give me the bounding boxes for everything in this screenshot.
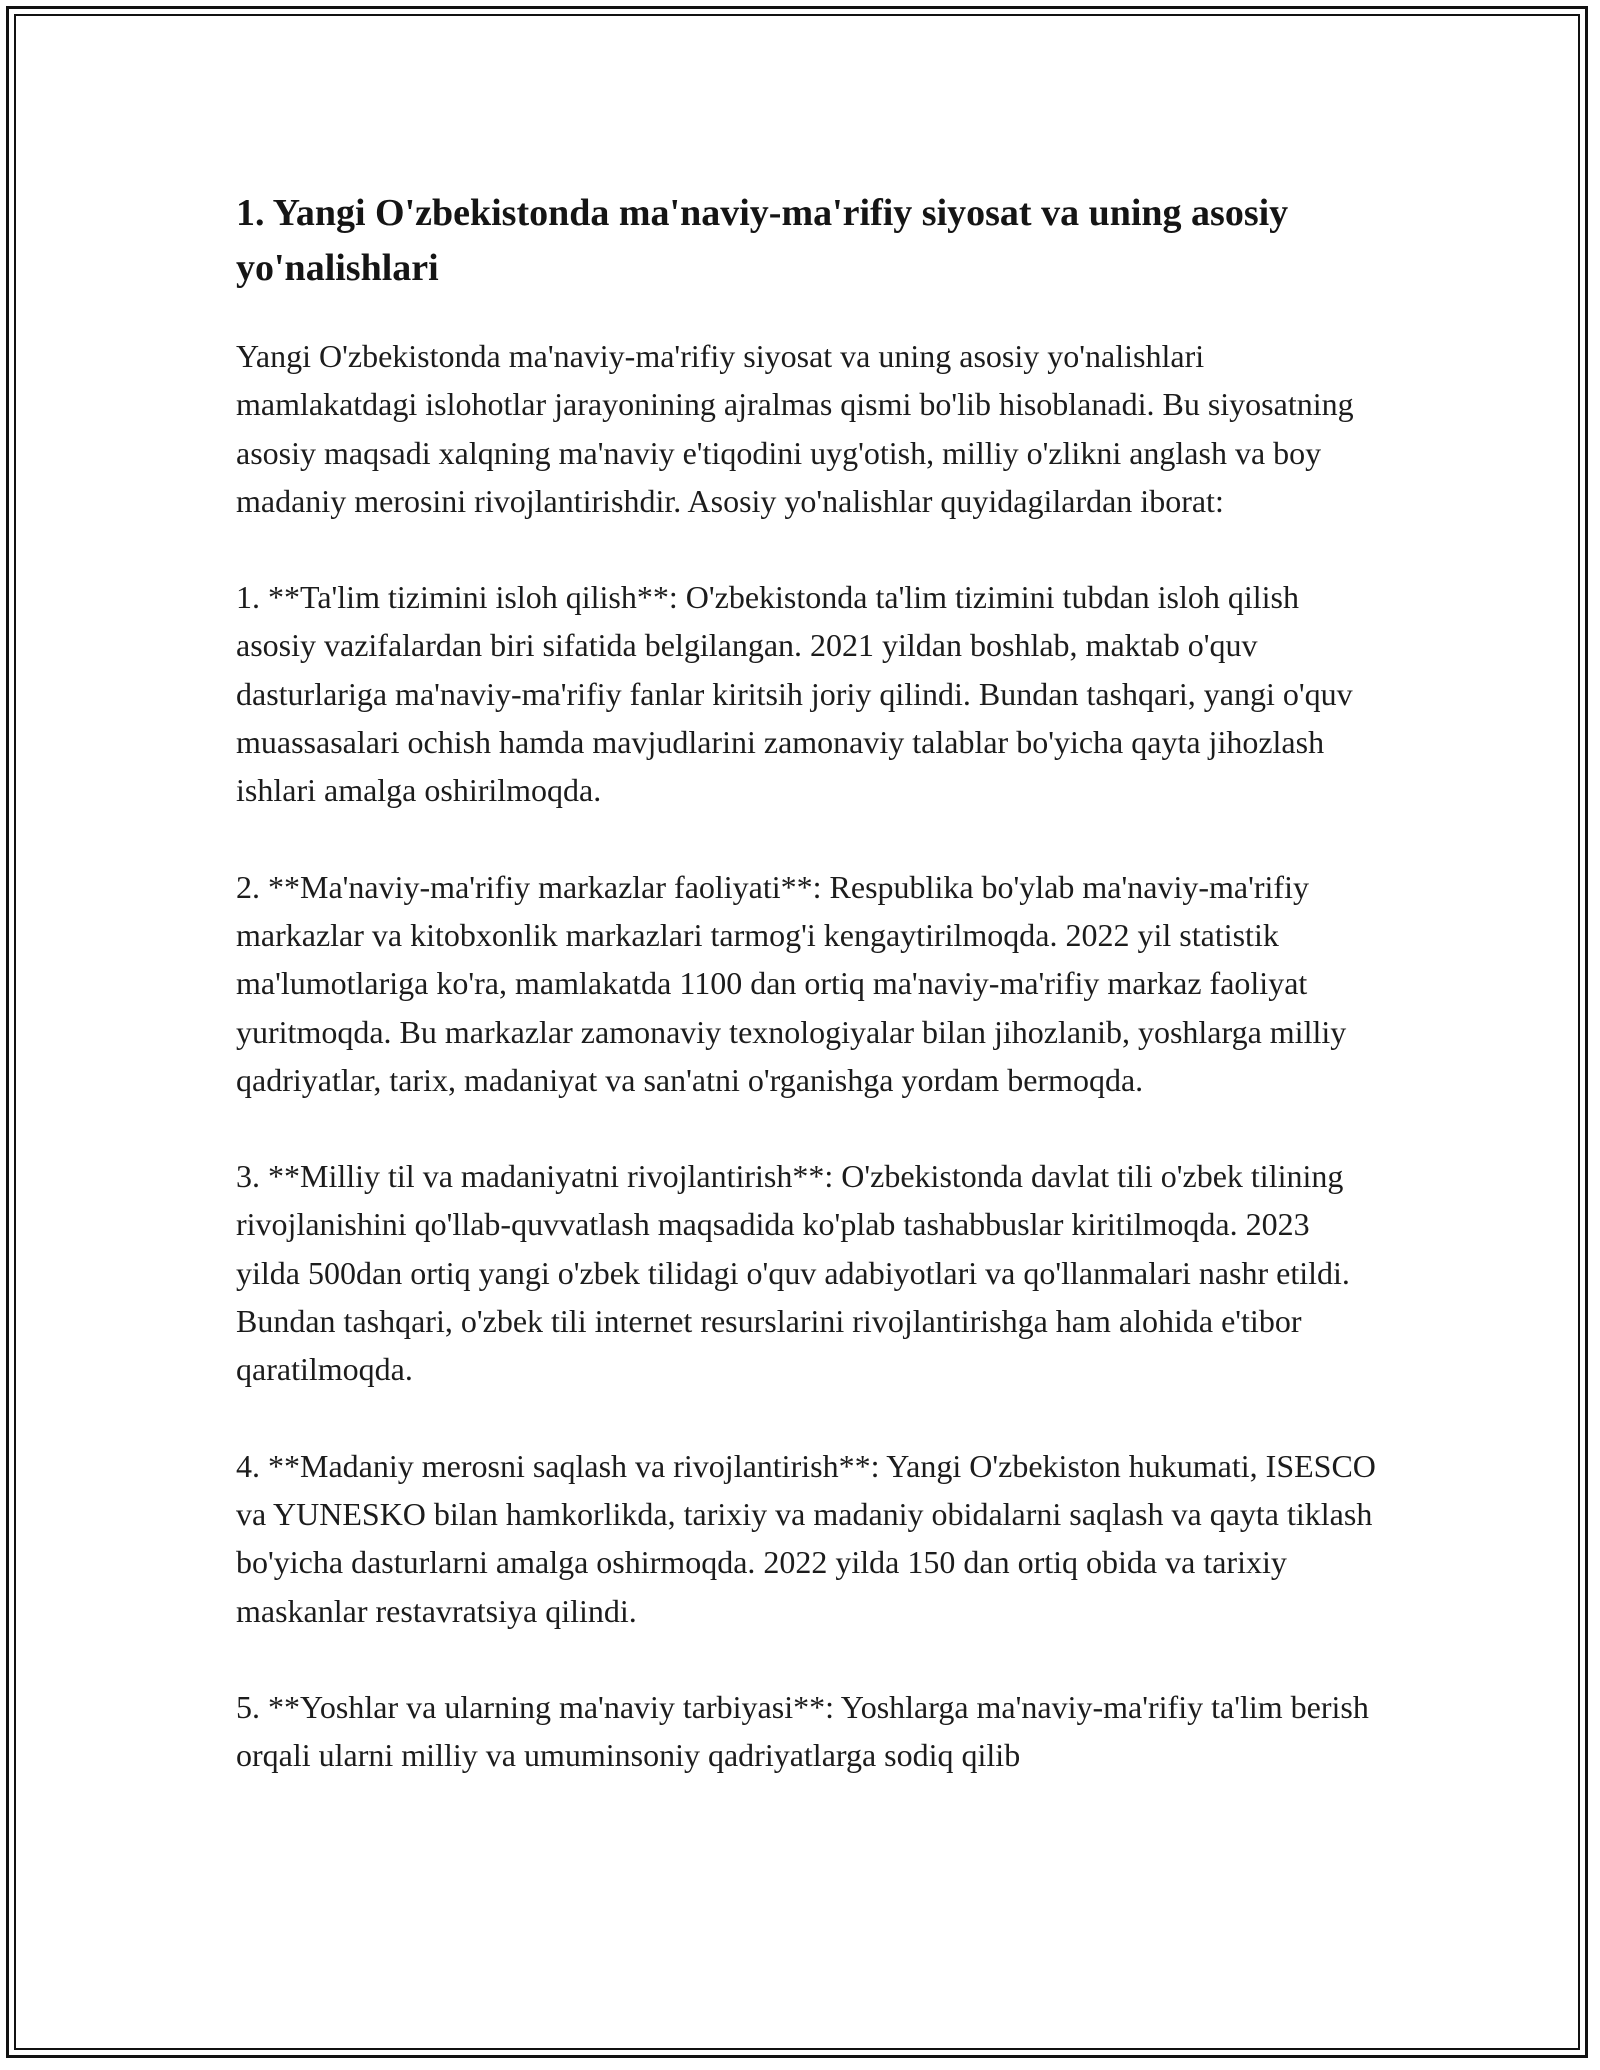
section-1-paragraph: 1. **Ta'lim tizimini isloh qilish**: O'zbekistonda ta'lim tizimini tubdan isloh qilish asosiy vazifalardan biri sifatida belgilangan. 2021 yildan boshlab, maktab o'quv dasturlariga ma'naviy-ma'rifiy fanlar kiritsih joriy qilindi. Bundan tashqari, yangi o'quv muassasalari ochish hamda mavjudlarini zamonaviy talablar bo'yicha qayta jihozlash ishlari amalga oshirilmoqda. (236, 579, 1353, 809)
section-2-paragraph: 2. **Ma'naviy-ma'rifiy markazlar faoliyati**: Respublika bo'ylab ma'naviy-ma'rifiy markazlar va kitobxonlik markazlari tarmog'i kengaytirilmoqda. 2022 yil statistik ma'lumotlariga ko'ra, mamlakatda 1100 dan ortiq ma'naviy-ma'rifiy markaz faoliyat yuritmoqda. Bu markazlar zamonaviy texnologiyalar bilan jihozlanib, yoshlarga milliy qadriyatlar, tarix, madaniyat va san'atni o'rganishga yordam bermoqda. (236, 868, 1347, 1098)
document-body (236, 186, 1376, 1827)
document-title: 1. Yangi O'zbekistonda ma'naviy-ma'rifiy siyosat va uning asosiy yo'nalishlari (236, 192, 1289, 289)
section-4-paragraph: 4. **Madaniy merosni saqlash va rivojlantirish**: Yangi O'zbekiston hukumati, ISESCO va YUNESKO bilan hamkorlikda, tarixiy va madaniy obidalarni saqlash va qayta tiklash bo'yicha dasturlarni amalga oshirmoqda. 2022 yilda 150 dan ortiq obida va tarixiy maskanlar restavratsiya qilindi. (236, 1447, 1376, 1629)
section-5-paragraph: 5. **Yoshlar va ularning ma'naviy tarbiyasi**: Yoshlarga ma'naviy-ma'rifiy ta'lim berish orqali ularni milliy va umuminsoniy qadriyatlarga sodiq qilib (236, 1688, 1369, 1774)
section-3-paragraph: 3. **Milliy til va madaniyatni rivojlantirish**: O'zbekistonda davlat tili o'zbek tilining rivojlanishini qo'llab-quvvatlash maqsadida ko'plab tashabbuslar kiritilmoqda. 2023 yilda 500dan ortiq yangi o'zbek tilidagi o'quv adabiyotlari va qo'llanmalari nashr etildi. Bundan tashqari, o'zbek tili internet resurslarini rivojlantirishga ham alohida e'tibor qaratilmoqda. (236, 1158, 1350, 1388)
intro-paragraph: Yangi O'zbekistonda ma'naviy-ma'rifiy siyosat va uning asosiy yo'nalishlari mamlakatdagi islohotlar jarayonining ajralmas qismi bo'lib hisoblanadi. Bu siyosatning asosiy maqsadi xalqning ma'naviy e'tiqodini uyg'otish, milliy o'zlikni anglash va boy madaniy merosini rivojlantirishdir. Asosiy yo'nalishlar quyidagilardan iborat: (236, 338, 1354, 519)
